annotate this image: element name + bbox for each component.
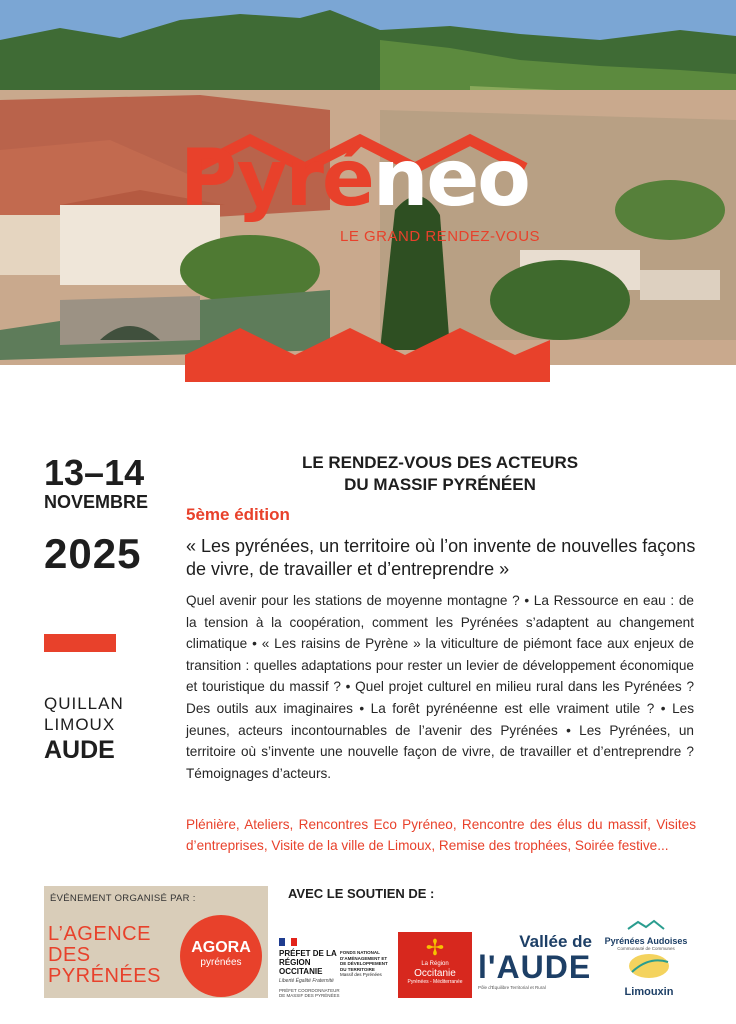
fnadt-sub: Massif des Pyrénées bbox=[340, 972, 382, 977]
mountain-wave-icon bbox=[626, 919, 666, 931]
prefet-name: PRÉFET DE LA RÉGION OCCITANIE bbox=[279, 949, 337, 976]
event-month: NOVEMBRE bbox=[44, 492, 149, 512]
agence-line-3: PYRÉNÉES bbox=[48, 965, 161, 987]
heading-line-1: LE RENDEZ-VOUS DES ACTEURS bbox=[301, 453, 579, 472]
region-line-2: Occitanie bbox=[414, 968, 456, 979]
fnadt-logo bbox=[340, 950, 392, 978]
region-occitanie-logo bbox=[398, 932, 472, 998]
prefet-sub: PRÉFET COORDONNATEUR DE MASSIF DES PYRÉNÉES bbox=[279, 988, 340, 998]
location-aude: AUDE bbox=[44, 736, 115, 764]
agora-pyrenees-logo bbox=[180, 915, 262, 997]
heading-line-2: DU MASSIF PYRÉNÉEN bbox=[344, 475, 536, 494]
location-limoux: LIMOUX bbox=[44, 715, 116, 734]
audoises-sub: Communauté de Communes bbox=[617, 946, 675, 951]
prefet-motto: Liberté Égalité Fraternité bbox=[279, 978, 334, 984]
french-flag-icon bbox=[279, 938, 297, 946]
main-heading bbox=[186, 452, 694, 496]
vallee-line-1: Vallée de bbox=[519, 932, 592, 951]
occitan-cross-icon: ✢ bbox=[425, 935, 445, 960]
fnadt-name: FONDS NATIONAL D'AMÉNAGEMENT ET DE DÉVELOPPEMENT DU TERRITOIRE bbox=[340, 950, 388, 972]
pyreneo-logo bbox=[180, 134, 560, 224]
support-label: AVEC LE SOUTIEN DE : bbox=[288, 886, 435, 901]
pyrenees-audoises-logo bbox=[596, 918, 696, 951]
agence-line-1: L’AGENCE bbox=[48, 923, 151, 945]
audoises-name: Pyrénées Audoises bbox=[604, 936, 688, 946]
limouxin-logo bbox=[612, 950, 686, 998]
prefet-logo bbox=[279, 938, 341, 998]
topics-description: Quel avenir pour les stations de moyenne montagne ? • La Ressource en eau : de la tension à la coopération, comment les Pyrénées s’adaptent au changement climatique • « Les raisins de Pyrène » la viticulture de piémont face aux enjeux de transition : quelles adaptations pour rester un levier de développement économique et touristique du massif ? • Quel projet culturel en milieu rural dans les Pyrénées ? Des outils aux imaginaires • La forêt pyrénéenne est elle vraiment utile ? • Les jeunes, acteurs incontournables de l’avenir des Pyrénées • Les Pyrénées, un territoire où s’invente une nouvelle façon de vivre, de travailler et d’entreprendre ? Témoignages d’acteurs. bbox=[186, 593, 694, 781]
vallee-de-laude-logo bbox=[478, 933, 592, 990]
limouxin-name: Limouxin bbox=[624, 986, 674, 998]
agora-name: AGORA bbox=[191, 939, 251, 956]
agence-line-2: DES bbox=[48, 944, 91, 966]
hero-banner bbox=[0, 0, 736, 390]
vallee-line-2: l'AUDE bbox=[478, 949, 592, 985]
agora-sub: pyrénées bbox=[200, 957, 242, 968]
event-days: 13–14 bbox=[44, 452, 145, 493]
region-line-1: La Région bbox=[421, 961, 449, 967]
region-line-3: Pyrénées - Méditerranée bbox=[407, 979, 463, 985]
vallee-line-3: Pôle d'Équilibre Territorial et Rural bbox=[478, 985, 546, 990]
organizer-label: ÉVÉNEMENT ORGANISÉ PAR : bbox=[50, 893, 196, 904]
red-divider-bar bbox=[44, 634, 116, 652]
program-list: Plénière, Ateliers, Rencontres Eco Pyréneo, Rencontre des élus du massif, Visites d’entreprises, Visite de la ville de Limoux, Remise des trophées, Soirée festive... bbox=[186, 817, 696, 853]
agence-des-pyrenees-logo bbox=[48, 924, 178, 987]
edition-label: 5ème édition bbox=[186, 505, 290, 524]
theme-quote: « Les pyrénées, un territoire où l’on invente de nouvelles façons de vivre, de travailler et d’entreprendre » bbox=[186, 536, 696, 579]
logo-text-part1: Pyré bbox=[180, 134, 373, 224]
logo-tagline: LE GRAND RENDEZ-VOUS bbox=[340, 228, 541, 245]
event-year: 2025 bbox=[44, 530, 142, 577]
location-quillan: QUILLAN bbox=[44, 694, 124, 713]
logo-text-part2: neo bbox=[372, 134, 529, 224]
limouxin-emblem-icon bbox=[612, 950, 686, 982]
